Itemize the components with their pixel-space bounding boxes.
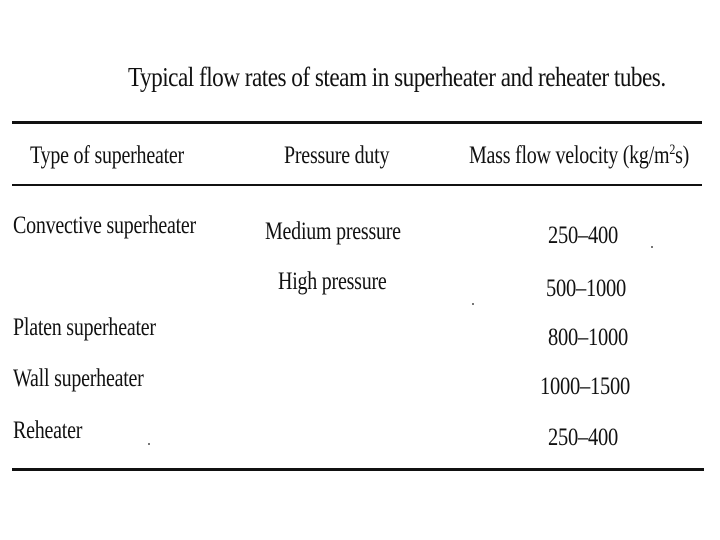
header-mass-flow	[469, 142, 689, 170]
bottom-rule	[12, 468, 704, 471]
header-type: Type of superheater	[30, 142, 184, 169]
header-pressure: Pressure duty	[284, 142, 390, 169]
scan-speck	[472, 303, 474, 305]
row4-value: 1000–1500	[540, 373, 631, 400]
row3-value: 800–1000	[548, 324, 629, 351]
row5-type: Reheater	[13, 417, 83, 444]
header-rule	[12, 184, 702, 186]
row1-value: 250–400	[548, 222, 619, 249]
scan-speck	[148, 443, 150, 445]
row1-type: Convective superheater	[13, 212, 196, 239]
row2-pressure: High pressure	[278, 268, 387, 295]
table-title: Typical flow rates of steam in superheater and reheater tubes.	[128, 62, 666, 92]
header-mass-flow-prefix: Mass flow velocity (kg/m	[469, 142, 670, 169]
scan-speck	[651, 246, 653, 248]
row2-value: 500–1000	[546, 275, 627, 302]
top-rule	[12, 121, 702, 124]
header-mass-flow-suffix: s)	[675, 142, 690, 169]
row5-value: 250–400	[548, 424, 619, 451]
row3-type: Platen superheater	[13, 314, 156, 341]
row1-pressure: Medium pressure	[265, 218, 401, 245]
row4-type: Wall superheater	[13, 365, 144, 392]
header-mass-flow-superscript: 2	[669, 142, 676, 158]
